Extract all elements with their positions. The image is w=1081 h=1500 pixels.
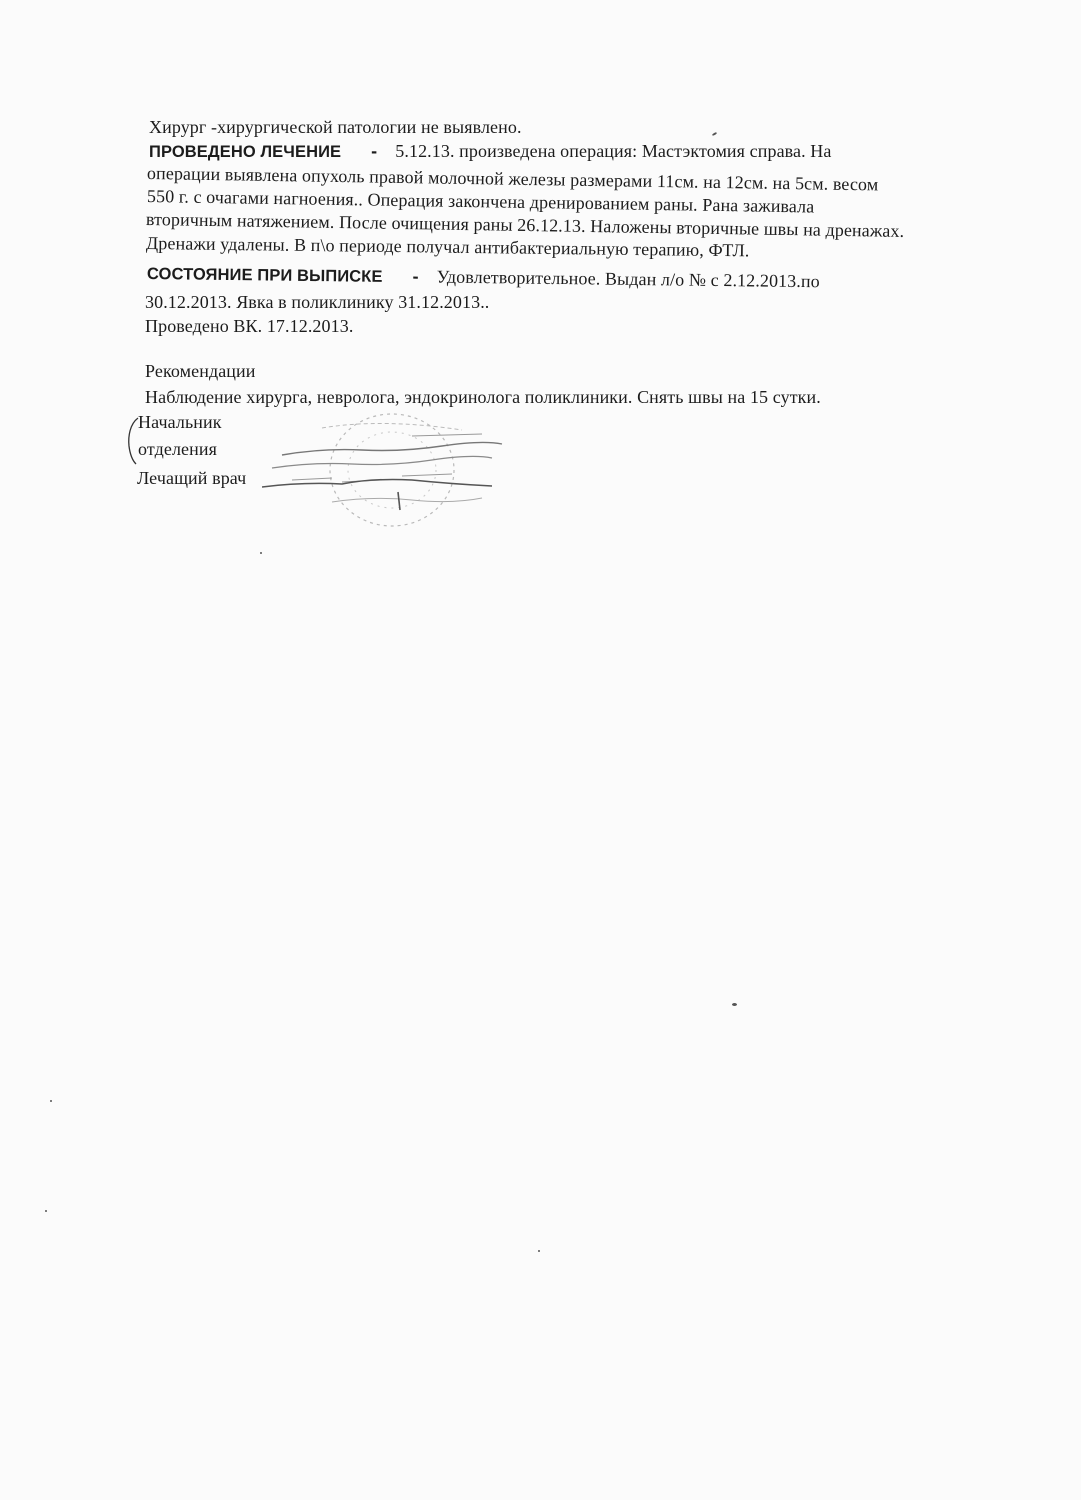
vk-note: Проведено ВК. 17.12.2013. <box>145 316 354 336</box>
discharge-heading: СОСТОЯНИЕ ПРИ ВЫПИСКЕ <box>146 265 383 286</box>
scan-speck <box>45 1210 47 1212</box>
treatment-line-2: операции выявлена опухоль правой молочной железы размерами 11см. на 12см. на 5см. весом <box>146 163 879 195</box>
discharge-line-1 <box>147 262 820 293</box>
discharge-dash: - <box>412 266 419 287</box>
scan-speck <box>732 1003 737 1006</box>
surgeon-note: Хирург -хирургической патологии не выявлено. <box>149 117 522 137</box>
recommendations-text: Наблюдение хирурга, невролога, эндокринолога поликлиники. Снять швы на 15 сутки. <box>145 387 821 407</box>
head-of-department-line-2: отделения <box>138 439 217 459</box>
treatment-text-1: 5.12.13. произведена операция: Мастэктомия справа. На <box>395 141 832 161</box>
scan-speck <box>260 552 262 554</box>
bracket-mark <box>124 416 140 466</box>
stamp-and-signature <box>262 400 532 540</box>
treatment-heading: ПРОВЕДЕНО ЛЕЧЕНИЕ <box>149 143 342 161</box>
attending-doctor: Лечащий врач <box>137 468 247 488</box>
treatment-line-3: 550 г. с очагами нагноения.. Операция закончена дренированием раны. Рана заживала <box>146 186 815 217</box>
scan-speck <box>50 1100 52 1102</box>
scan-speck <box>538 1250 540 1252</box>
discharge-text-1: Удовлетворительное. Выдан л/о № с 2.12.2013.по <box>436 266 820 292</box>
treatment-line-5: Дренажи удалены. В п\о периоде получал антибактериальную терапию, ФТЛ. <box>145 233 750 261</box>
discharge-line-2: 30.12.2013. Явка в поликлинику 31.12.2013.. <box>145 292 490 312</box>
treatment-dash: - <box>371 141 378 161</box>
treatment-line-4: вторичным натяжением. После очищения раны 26.12.13. Наложены вторичные швы на дренажах. <box>145 209 905 241</box>
treatment-line-1 <box>149 140 832 163</box>
scan-speck <box>712 132 717 136</box>
recommendations-title: Рекомендации <box>145 361 256 381</box>
head-of-department-line-1: Начальник <box>138 412 222 432</box>
